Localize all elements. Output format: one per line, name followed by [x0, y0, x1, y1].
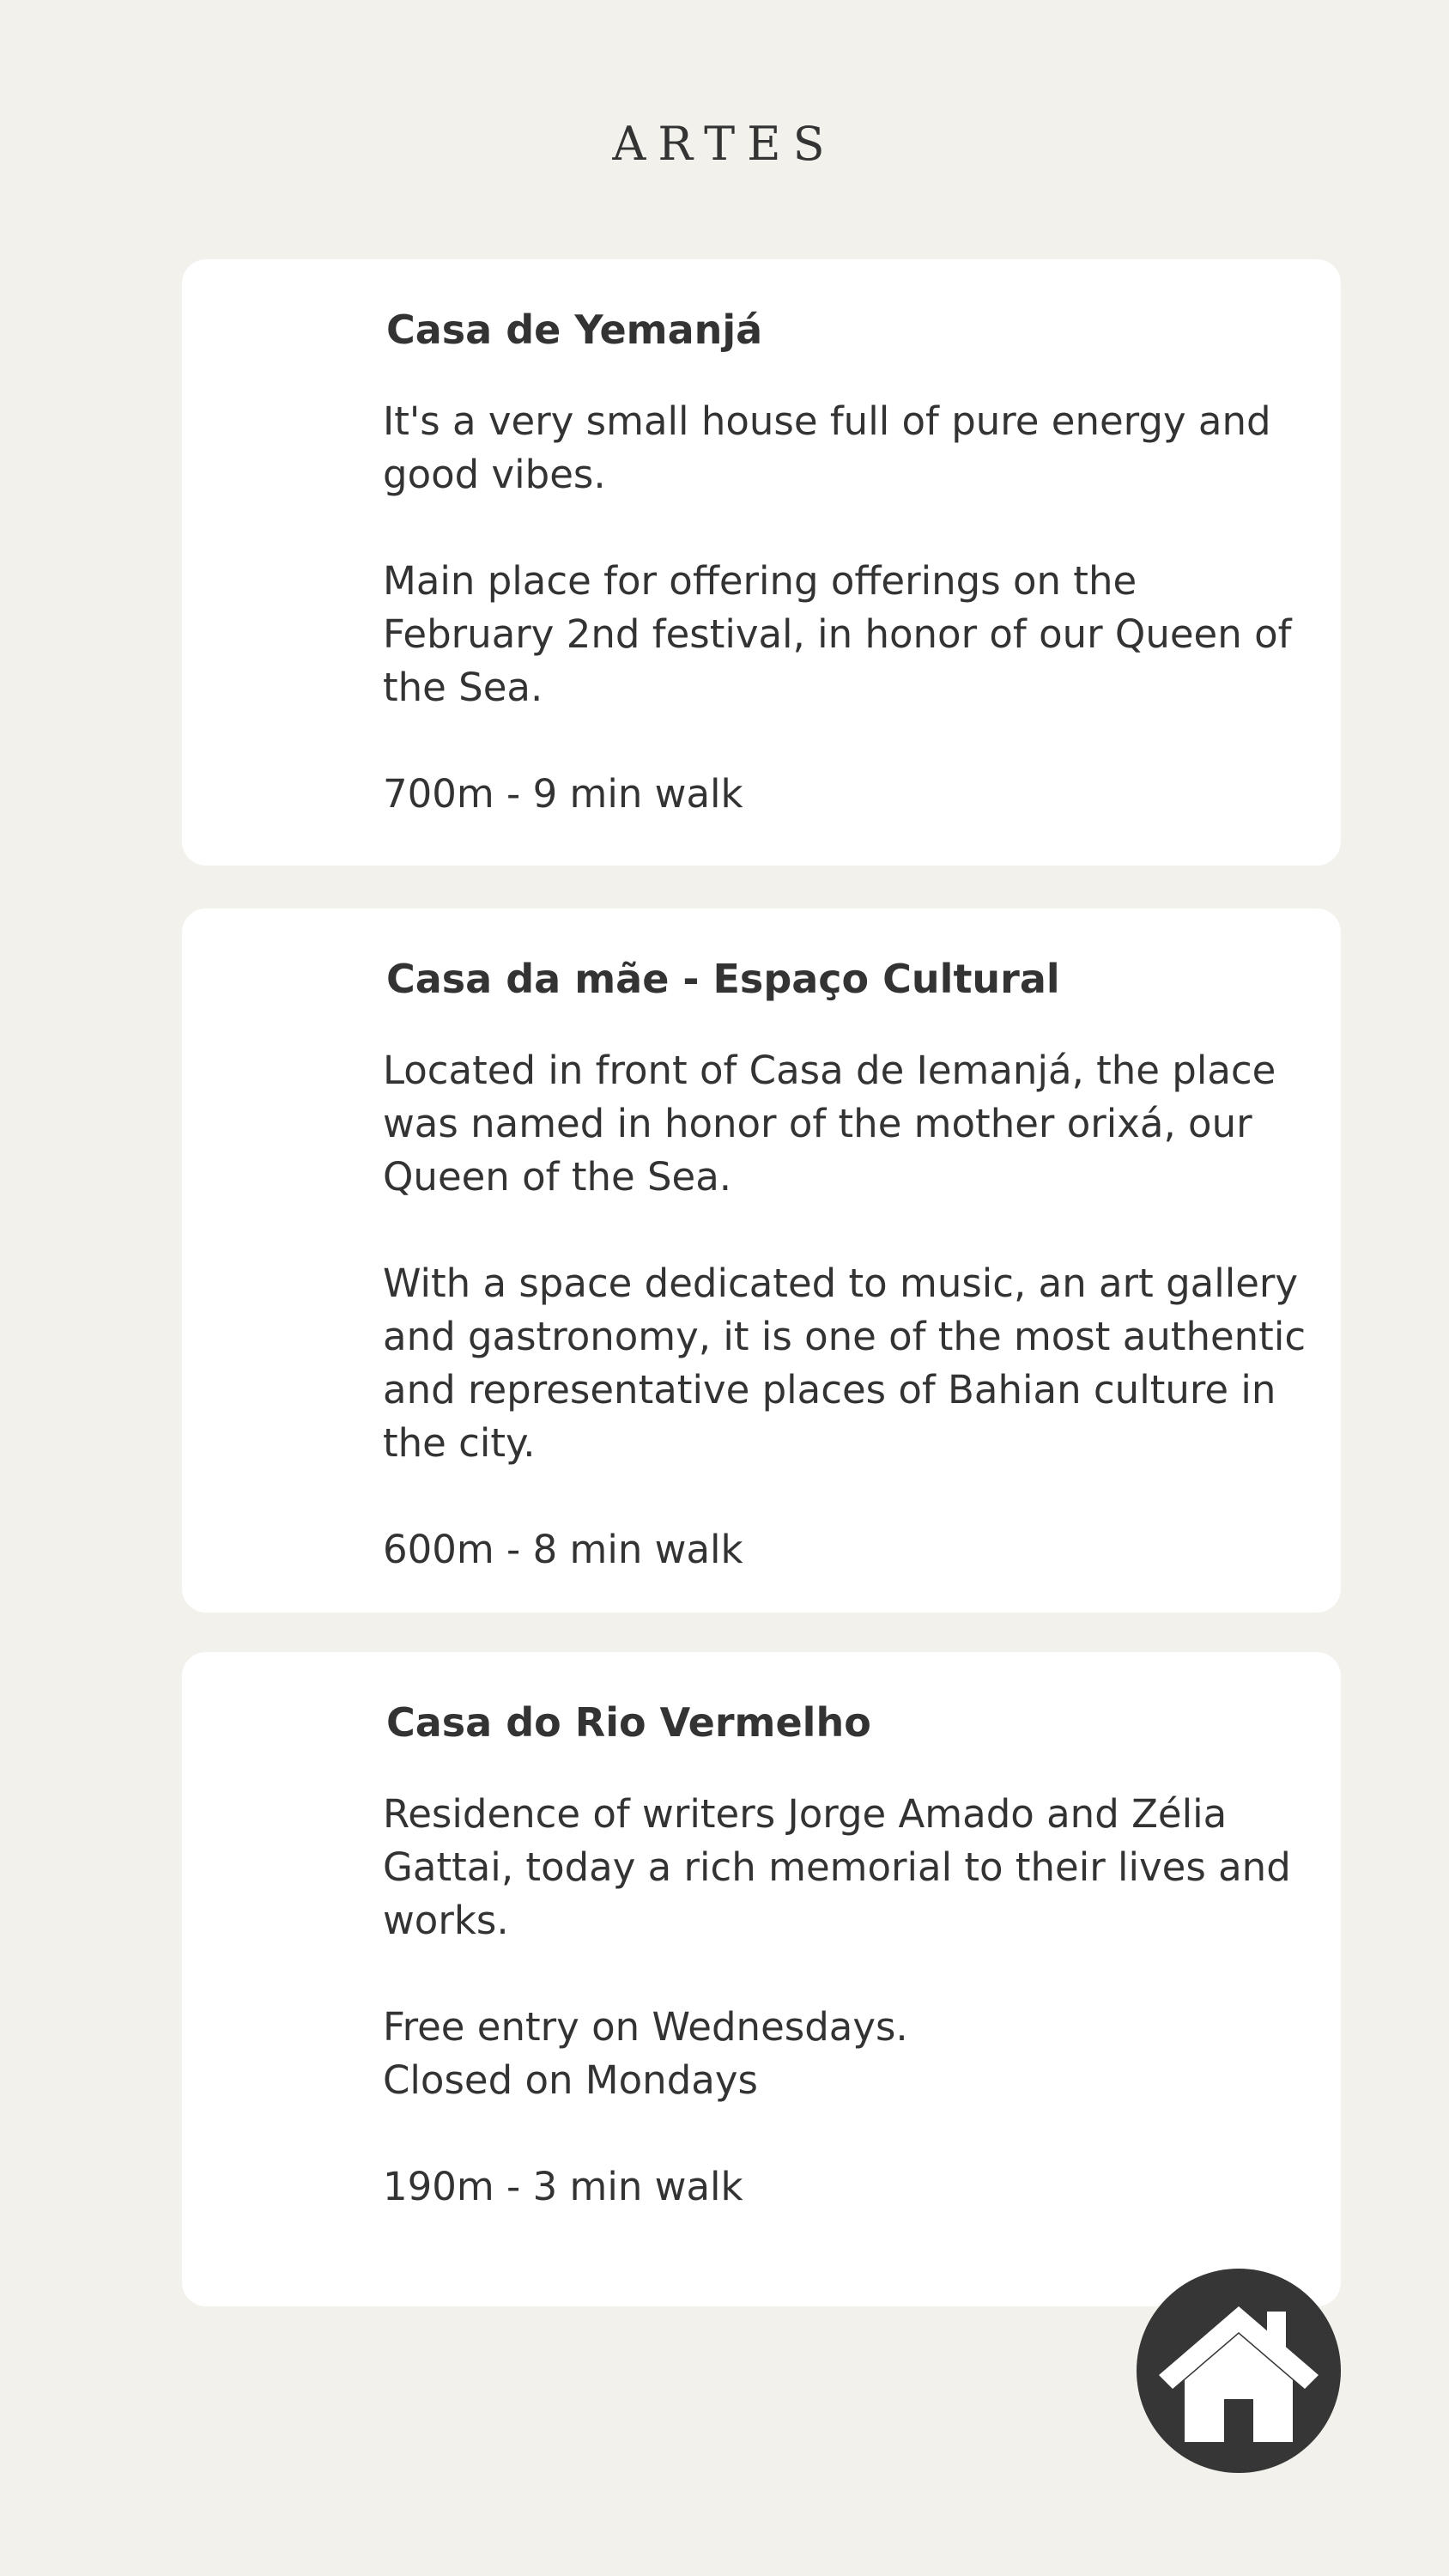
place-card-paragraph: It's a very small house full of pure energy and good vibes. — [383, 398, 1271, 497]
place-card-casa-do-rio-vermelho — [182, 1652, 1341, 2306]
place-card-paragraph: Located in front of Casa de Iemanjá, the place was named in honor of the mother orixá, our Queen of the Sea. — [383, 1048, 1276, 1200]
place-card-paragraph: Residence of writers Jorge Amado and Zélia Gattai, today a rich memorial to their lives and works. — [383, 1791, 1291, 1943]
place-card-description — [383, 395, 1310, 821]
home-button[interactable] — [1137, 2269, 1341, 2473]
place-card-description — [383, 1788, 1310, 2214]
place-card-paragraph: Main place for offering offerings on the February 2nd festival, in honor of our Queen of the Sea. — [383, 558, 1292, 710]
place-card-casa-da-mae — [182, 908, 1341, 1613]
page-title: ARTES — [612, 117, 837, 171]
place-card-paragraph: With a space dedicated to music, an art gallery and gastronomy, it is one of the most authentic and representative places of Bahian culture in the city. — [383, 1261, 1307, 1466]
place-card-paragraph: Free entry on Wednesdays. — [383, 2004, 908, 2050]
place-card-description — [383, 1044, 1310, 1577]
place-card-distance: 190m - 3 min walk — [383, 2164, 743, 2209]
home-icon — [1157, 2303, 1320, 2444]
place-card-paragraph: Closed on Mondays — [383, 2057, 758, 2103]
place-card-distance: 600m - 8 min walk — [383, 1527, 743, 1572]
place-card-title: Casa da mãe - Espaço Cultural — [386, 956, 1060, 1002]
place-card-casa-de-yemanja — [182, 259, 1341, 866]
place-card-title: Casa do Rio Vermelho — [386, 1699, 871, 1746]
place-card-distance: 700m - 9 min walk — [383, 771, 743, 817]
place-card-title: Casa de Yemanjá — [386, 307, 763, 353]
